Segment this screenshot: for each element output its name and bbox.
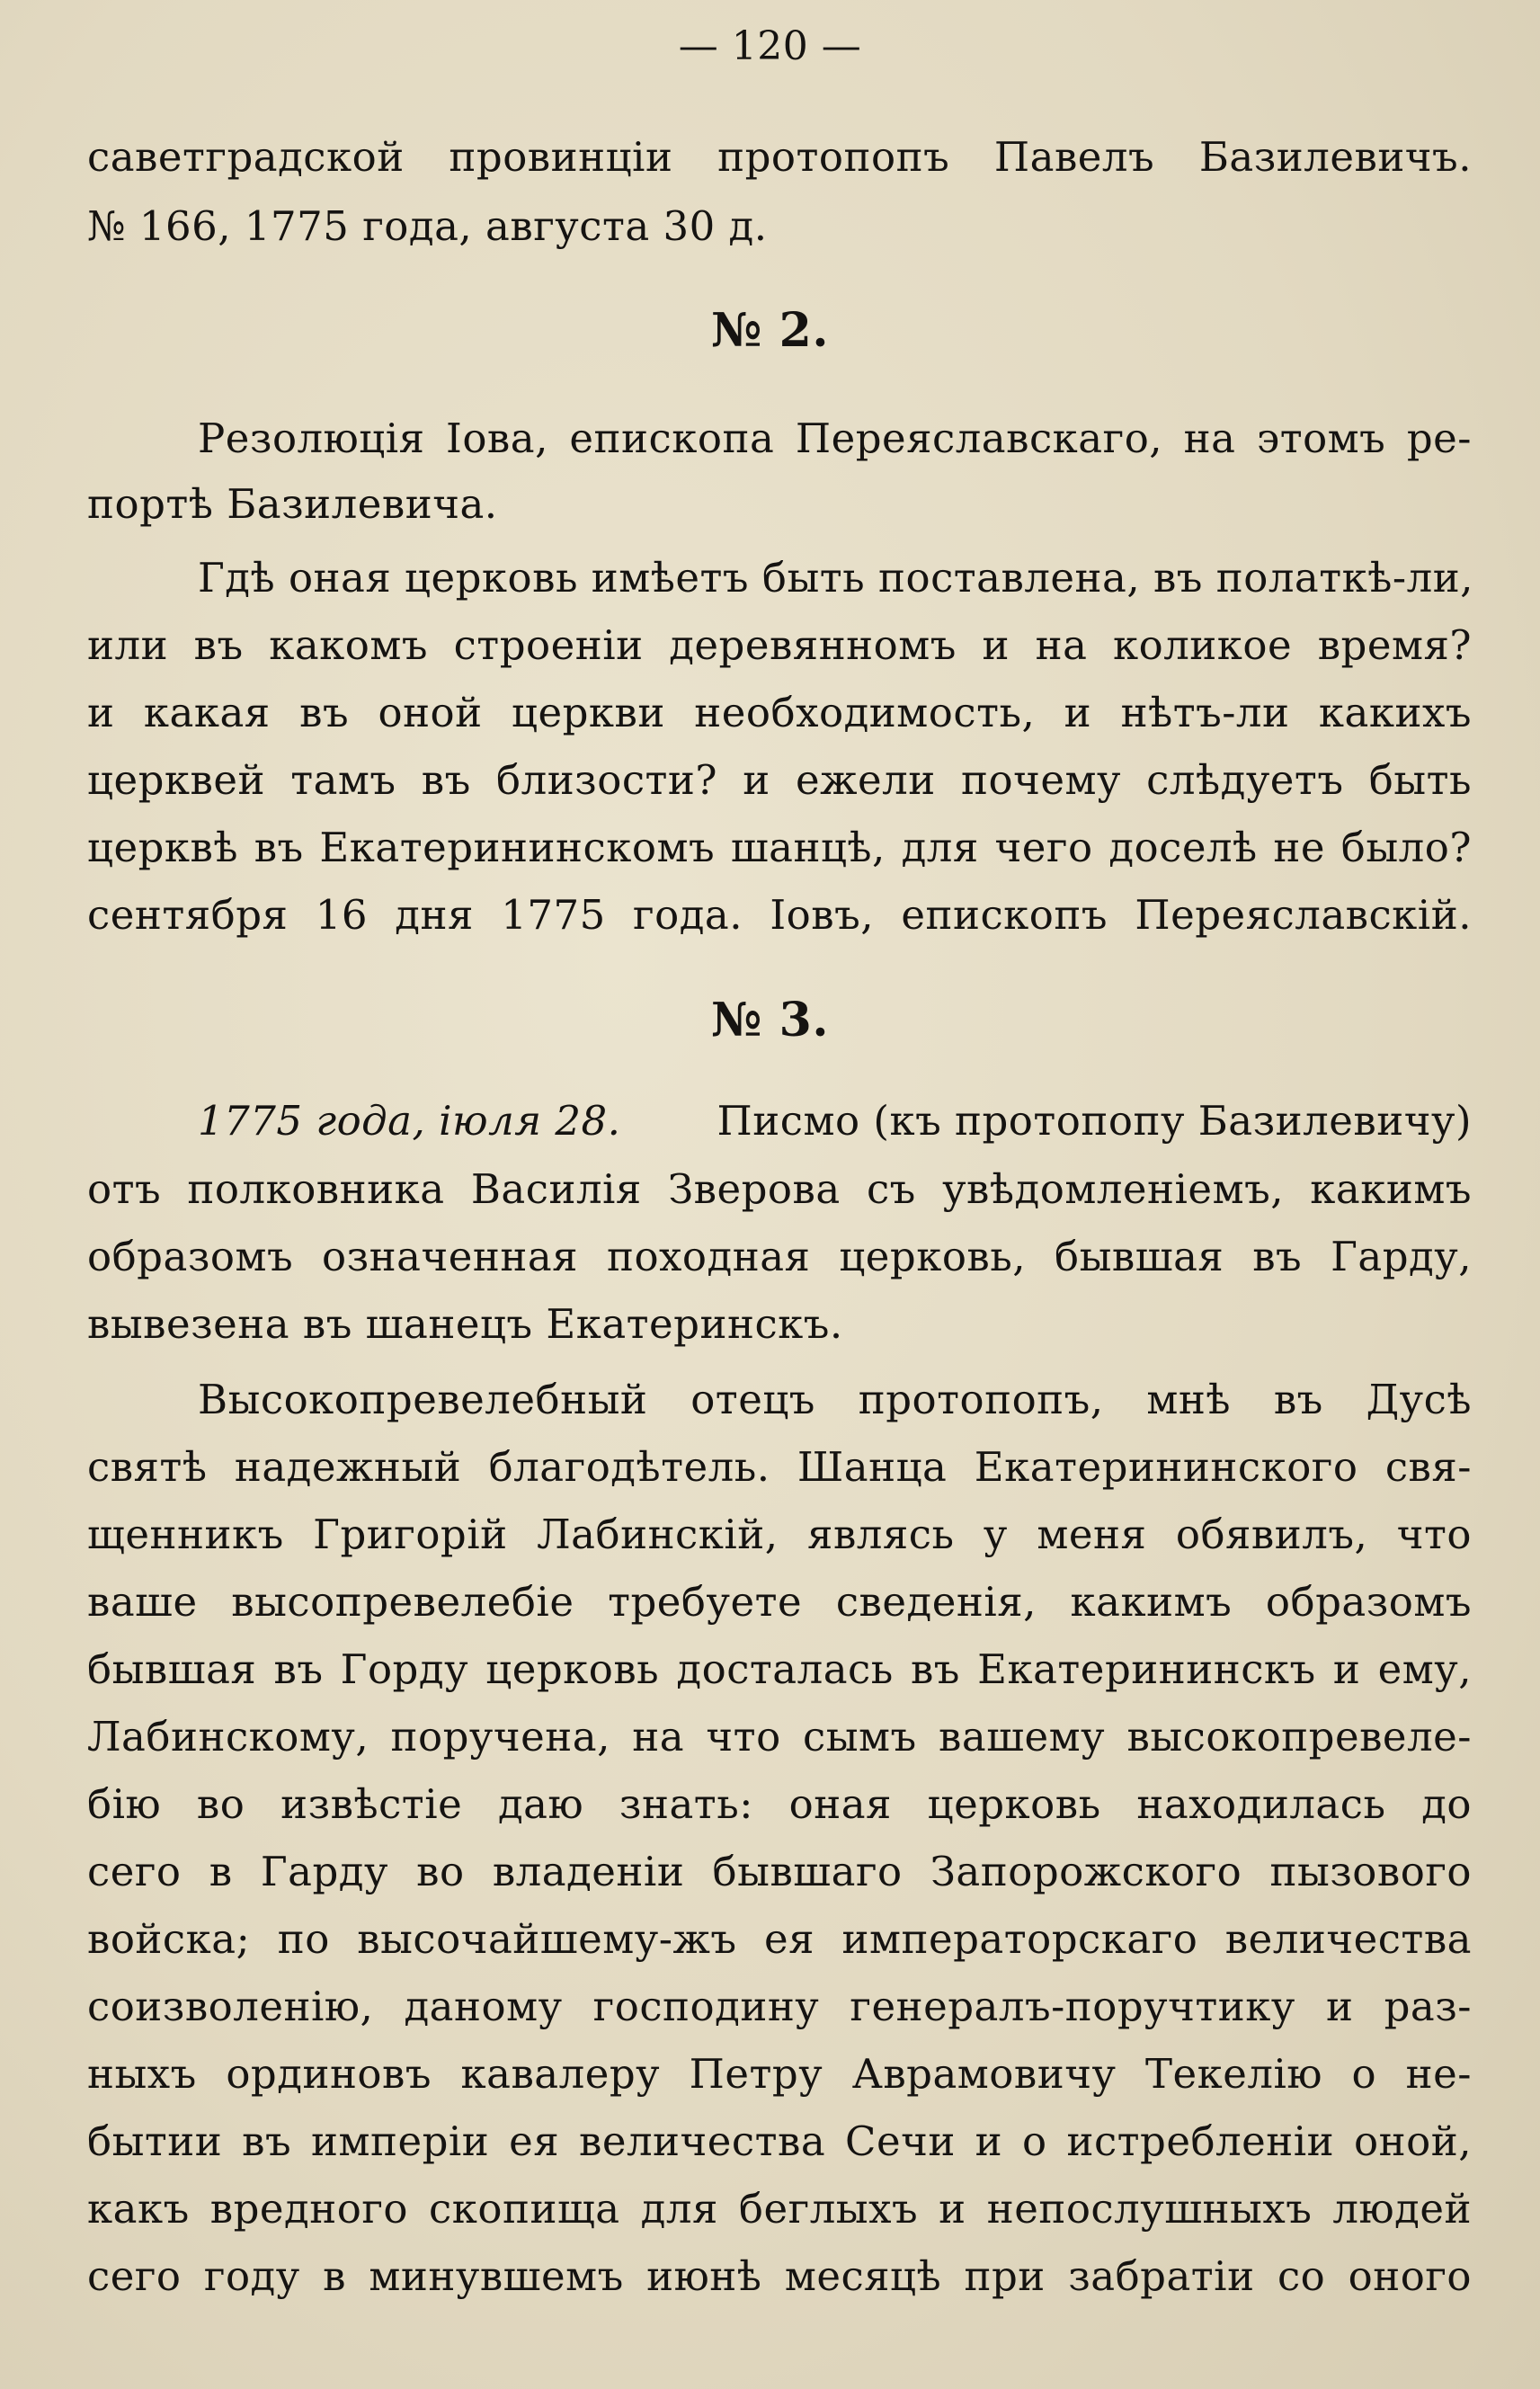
text-line [198, 1094, 1472, 1148]
text-line: образомъ означенная походная церковь, бывшая въ Гарду, [87, 1233, 1472, 1280]
text-line: сентября 16 дня 1775 года. Іовъ, епископъ Переяславскій. [87, 891, 1472, 939]
section-heading: № 2. [711, 303, 829, 358]
text-line: сего в Гарду во владеніи бывшаго Запорожского пызового [87, 1848, 1472, 1895]
text-line: бію во извѣстіе даю знать: оная церковь находилась до [87, 1780, 1472, 1828]
page-number: — 120 — [678, 23, 862, 69]
text-line: вывезена въ шанецъ Екатеринскъ. [87, 1300, 843, 1348]
text-line: бывшая въ Горду церковь досталась въ Екатерининскъ и ему, [87, 1645, 1472, 1693]
text-line: церквей тамъ въ близости? и ежели почему слѣдуетъ быть [87, 756, 1472, 804]
text-line: ныхъ ординовъ кавалеру Петру Аврамовичу Текелію о не- [87, 2050, 1472, 2098]
date-italic: 1775 года, іюля 28. [198, 1097, 621, 1145]
text-line-rest: Писмо (къ протопопу Базилевичу) [717, 1097, 1472, 1145]
text-line: портѣ Базилевича. [87, 480, 498, 528]
text-line: войска; по высочайшему-жъ ея императорскаго величества [87, 1915, 1472, 1963]
text-line: или въ какомъ строеніи деревянномъ и на коликое время? [87, 621, 1472, 669]
text-line: бытии въ имперіи ея величества Сечи и о истребленіи оной, [87, 2117, 1472, 2165]
text-line: саветградской провинціи протопопъ Павелъ Базилевичъ. [87, 133, 1472, 181]
text-line: щенникъ Григорій Лабинскій, являсь у меня обявилъ, что [87, 1511, 1472, 1558]
text-line: ваше высопревелебіе требуете сведенія, какимъ образомъ [87, 1578, 1472, 1626]
text-line: Резолюція Іова, епископа Переяславскаго, на этомъ ре- [198, 415, 1472, 462]
section-heading: № 3. [711, 993, 829, 1047]
text-line: отъ полковника Василія Зверова съ увѣдомленіемъ, какимъ [87, 1165, 1472, 1213]
text-line: Высокопревелебный отецъ протопопъ, мнѣ въ Дусѣ [198, 1376, 1472, 1423]
text-line: сего году в минувшемъ июнѣ месяцѣ при забратіи со оного [87, 2252, 1472, 2300]
text-line: церквѣ въ Екатерининскомъ шанцѣ, для чего доселѣ не было? [87, 824, 1472, 871]
text-line: № 166, 1775 года, августа 30 д. [87, 202, 768, 250]
text-line: Гдѣ оная церковь имѣетъ быть поставлена, въ полаткѣ-ли, [198, 554, 1473, 602]
text-line: святѣ надежный благодѣтель. Шанца Екатерининского свя- [87, 1443, 1472, 1491]
text-line: и какая въ оной церкви необходимость, и нѣтъ-ли какихъ [87, 689, 1472, 736]
text-line: какъ вредного скопища для беглыхъ и непослушныхъ людей [87, 2185, 1472, 2233]
text-line: Лабинскому, поручена, на что сымъ вашему высокопревеле- [87, 1713, 1472, 1761]
text-line: соизволенію, даному господину генералъ-поручтику и раз- [87, 1983, 1472, 2030]
